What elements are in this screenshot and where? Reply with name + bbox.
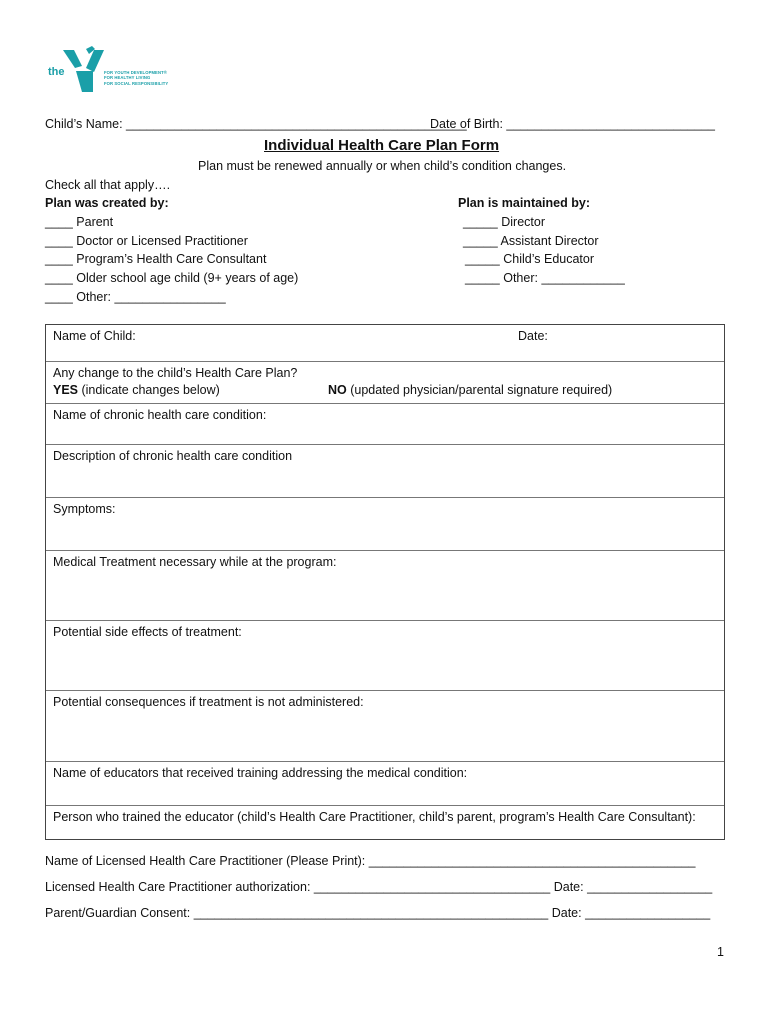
parent-consent-field[interactable]: Parent/Guardian Consent: ___________________________________________________ Date: __________________ <box>45 906 711 920</box>
side-effects-label: Potential side effects of treatment: <box>53 625 242 639</box>
check-all-instruction: Check all that apply…. <box>45 178 171 192</box>
educators-trained-label: Name of educators that received training addressing the medical condition: <box>53 766 468 780</box>
maintained-by-director[interactable]: _____ Director <box>463 215 545 229</box>
maintained-by-assistant-director[interactable]: _____ Assistant Director <box>463 234 599 248</box>
row-medical-treatment[interactable] <box>46 551 724 621</box>
medical-treatment-label: Medical Treatment necessary while at the program: <box>53 555 337 569</box>
page-title: Individual Health Care Plan Form <box>264 137 500 154</box>
row-educators-trained[interactable] <box>46 762 724 806</box>
row-name-of-child[interactable] <box>46 325 724 362</box>
health-care-plan-table <box>45 324 725 840</box>
no-option[interactable]: NO (updated physician/parental signature required) <box>328 383 613 397</box>
plan-change-question: Any change to the child’s Health Care Plan? <box>53 366 298 380</box>
created-by-consultant[interactable]: ____ Program’s Health Care Consultant <box>45 252 267 266</box>
maintained-by-other[interactable]: _____ Other: ____________ <box>465 271 625 285</box>
page-number: 1 <box>717 945 724 959</box>
row-side-effects[interactable] <box>46 621 724 691</box>
symptoms-label: Symptoms: <box>53 502 116 516</box>
maintained-by-heading: Plan is maintained by: <box>458 196 590 210</box>
created-by-parent[interactable]: ____ Parent <box>45 215 114 229</box>
childs-name-field[interactable]: Child’s Name: _________________________________________________ <box>45 117 467 131</box>
created-by-other[interactable]: ____ Other: ________________ <box>45 290 226 304</box>
created-by-heading: Plan was created by: <box>45 196 169 210</box>
row-symptoms[interactable] <box>46 498 724 551</box>
practitioner-authorization-field[interactable]: Licensed Health Care Practitioner authorization: __________________________________ Date: __________________ <box>45 880 713 894</box>
row-plan-change[interactable] <box>46 362 724 404</box>
row-trainer[interactable] <box>46 806 724 841</box>
row-chronic-condition-description[interactable] <box>46 445 724 498</box>
date-label: Date: <box>518 329 548 343</box>
practitioner-name-field[interactable]: Name of Licensed Health Care Practitioner (Please Print): _______________________________________________ <box>45 854 696 868</box>
maintained-by-educator[interactable]: _____ Child’s Educator <box>465 252 595 266</box>
row-consequences[interactable] <box>46 691 724 762</box>
name-of-child-label: Name of Child: <box>53 329 136 343</box>
created-by-doctor[interactable]: ____ Doctor or Licensed Practitioner <box>45 234 248 248</box>
consequences-label: Potential consequences if treatment is not administered: <box>53 695 364 709</box>
created-by-older-child[interactable]: ____ Older school age child (9+ years of age) <box>45 271 299 285</box>
ymca-logo <box>46 46 176 96</box>
chronic-condition-description-label: Description of chronic health care condition <box>53 449 293 463</box>
chronic-condition-name-label: Name of chronic health care condition: <box>53 408 267 422</box>
date-of-birth-field[interactable]: Date of Birth: ______________________________ <box>430 117 715 131</box>
logo-word: the <box>48 66 65 78</box>
row-chronic-condition-name[interactable] <box>46 404 724 445</box>
trainer-label: Person who trained the educator (child’s Health Care Practitioner, child’s parent, program’s Health Care Consultant): <box>53 810 696 824</box>
yes-option[interactable]: YES (indicate changes below) <box>53 383 220 397</box>
logo-tagline: FOR YOUTH DEVELOPMENT® FOR HEALTHY LIVING FOR SOCIAL RESPONSIBILITY <box>104 70 169 86</box>
page-subtitle: Plan must be renewed annually or when child’s condition changes. <box>198 159 567 173</box>
